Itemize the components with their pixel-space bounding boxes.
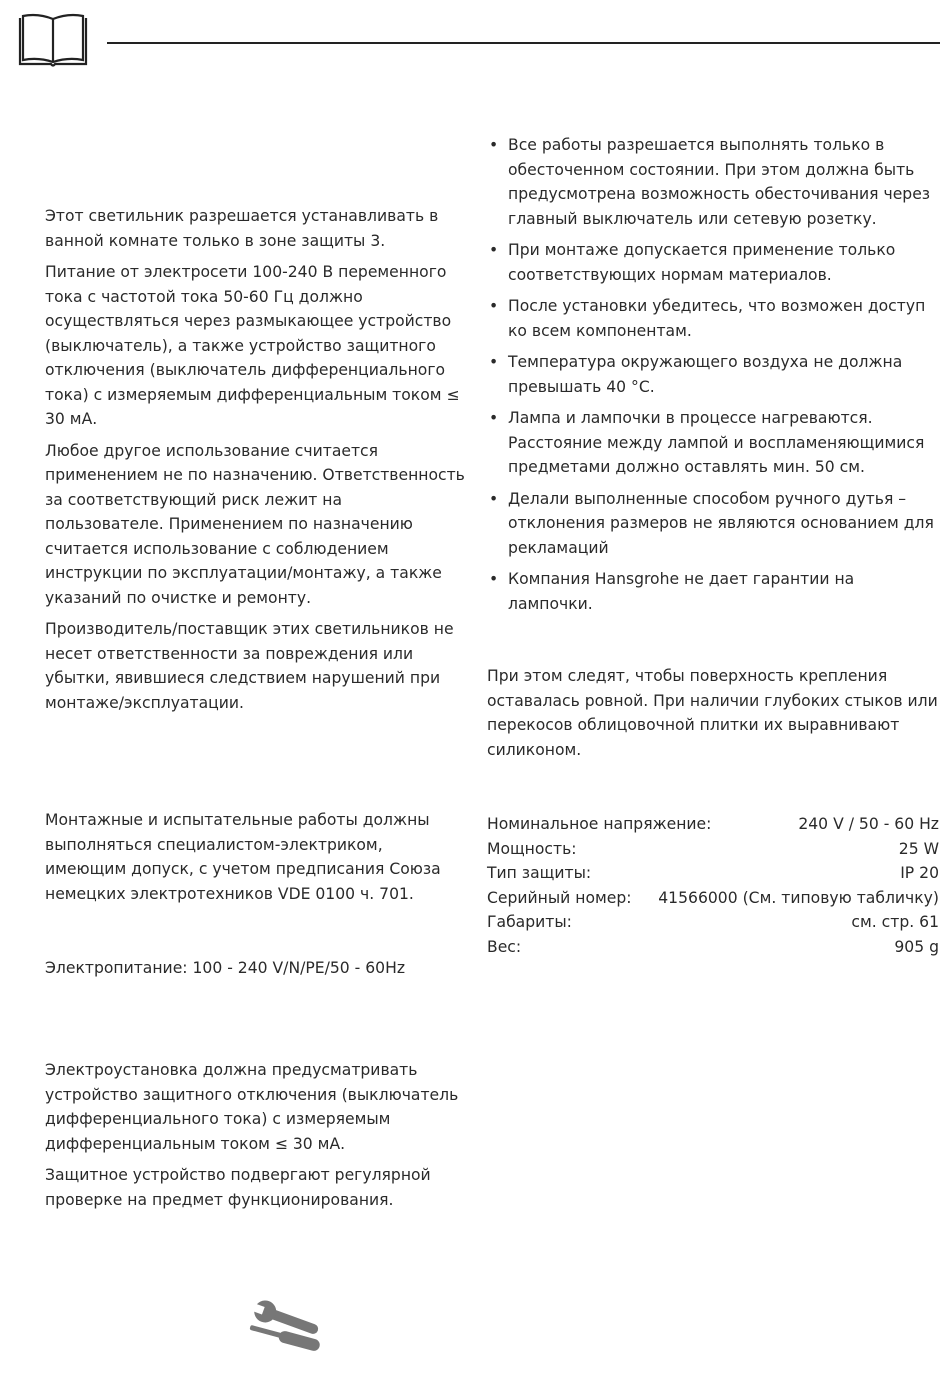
rcd-paragraph: Защитное устройство подвергают регулярной проверке на предмет функционирования. <box>45 1166 431 1209</box>
rcd-paragraph: Электроустановка должна предусматривать устройство защитного отключения (выключатель дифференциального тока) с измеряемым дифференциальным током ≤ 30 мА. <box>45 1061 459 1153</box>
header-rule <box>107 42 940 44</box>
intro-paragraph: Любое другое использование считается применением не по назначению. Ответственность за соответствующий риск лежит на пользователе. Применением по назначению считается использование с соблюдением инструкции по эксплуатации/монтажу, а также указаний по очистке и ремонту. <box>45 441 465 607</box>
intro-paragraph: Питание от электросети 100-240 В переменного тока с частотой тока 50-60 Гц должно осуществляться через размыкающее устройство (выключатель), а также устройство защитного отключения (выключатель дифференциального тока) с измеряемым дифференциальным током ≤ 30 мА. <box>45 263 460 428</box>
spec-label: Мощность: <box>487 839 577 858</box>
list-item: • Компания Hansgrohe не дает гарантии на лампочки. <box>489 570 855 613</box>
spec-value: 41566000 (См. типовую табличку) <box>658 888 939 907</box>
spec-value: см. стр. 61 <box>851 913 939 931</box>
spec-row <box>487 837 939 862</box>
wrench-screwdriver-icon <box>242 1300 326 1360</box>
spec-label: Номинальное напряжение: <box>487 815 712 833</box>
safety-list <box>487 133 939 616</box>
surface-section <box>487 664 939 762</box>
installer-section <box>45 808 465 906</box>
installer-paragraph: Монтажные и испытательные работы должны выполняться специалистом-электриком, имеющим допуск, с учетом предписания Союза немецких электротехников VDE 0100 ч. 701. <box>45 811 441 903</box>
surface-paragraph: При этом следят, чтобы поверхность крепления оставалась ровной. При наличии глубоких стыков или перекосов облицовочной плитки их выравнивают силиконом. <box>487 667 938 759</box>
list-item: • Все работы разрешается выполнять только в обесточенном состоянии. При этом должна быть предусмотрена возможность обесточивания через главный выключатель или сетевую розетку. <box>489 136 931 228</box>
book-icon <box>18 12 88 68</box>
spec-row <box>487 886 939 911</box>
list-item: • Температура окружающего воздуха не должна превышать 40 °C. <box>489 353 903 396</box>
spec-row <box>487 861 939 886</box>
intro-paragraph: Этот светильник разрешается устанавливать в ванной комнате только в зоне защиты 3. <box>45 207 439 250</box>
intro-paragraph: Производитель/поставщик этих светильников не несет ответственности за повреждения или убытки, явившиеся следствием нарушений при монтаже/эксплуатации. <box>45 620 454 712</box>
spec-value: 240 V / 50 - 60 Hz <box>798 815 939 833</box>
spec-label: Габариты: <box>487 913 572 931</box>
list-item: • После установки убедитесь, что возможен доступ ко всем компонентам. <box>489 297 926 340</box>
list-item: • Делали выполненные способом ручного дутья – отклонения размеров не являются основанием для рекламаций <box>489 489 934 557</box>
power-section <box>45 956 465 981</box>
spec-row <box>487 910 939 935</box>
spec-value: 905 g <box>894 937 939 956</box>
safety-section <box>487 133 939 623</box>
rcd-section <box>45 1058 465 1219</box>
spec-label: Вес: <box>487 937 522 956</box>
list-item: • Лампа и лампочки в процессе нагреваются. Расстояние между лампой и воспламеняющимися предметами должно оставлять мин. 50 см. <box>489 409 925 476</box>
list-item: • При монтаже допускается применение только соответствующих нормам материалов. <box>489 241 896 284</box>
spec-row <box>487 812 939 837</box>
power-line: Электропитание: 100 - 240 V/N/PE/50 - 60Hz <box>45 959 406 977</box>
spec-label: Тип защиты: <box>487 864 592 882</box>
spec-row <box>487 935 939 960</box>
spec-value: IP 20 <box>900 864 939 882</box>
spec-value: 25 W <box>898 839 939 858</box>
specs-table <box>487 812 939 959</box>
spec-label: Серийный номер: <box>487 888 632 907</box>
intro-section <box>45 204 465 722</box>
